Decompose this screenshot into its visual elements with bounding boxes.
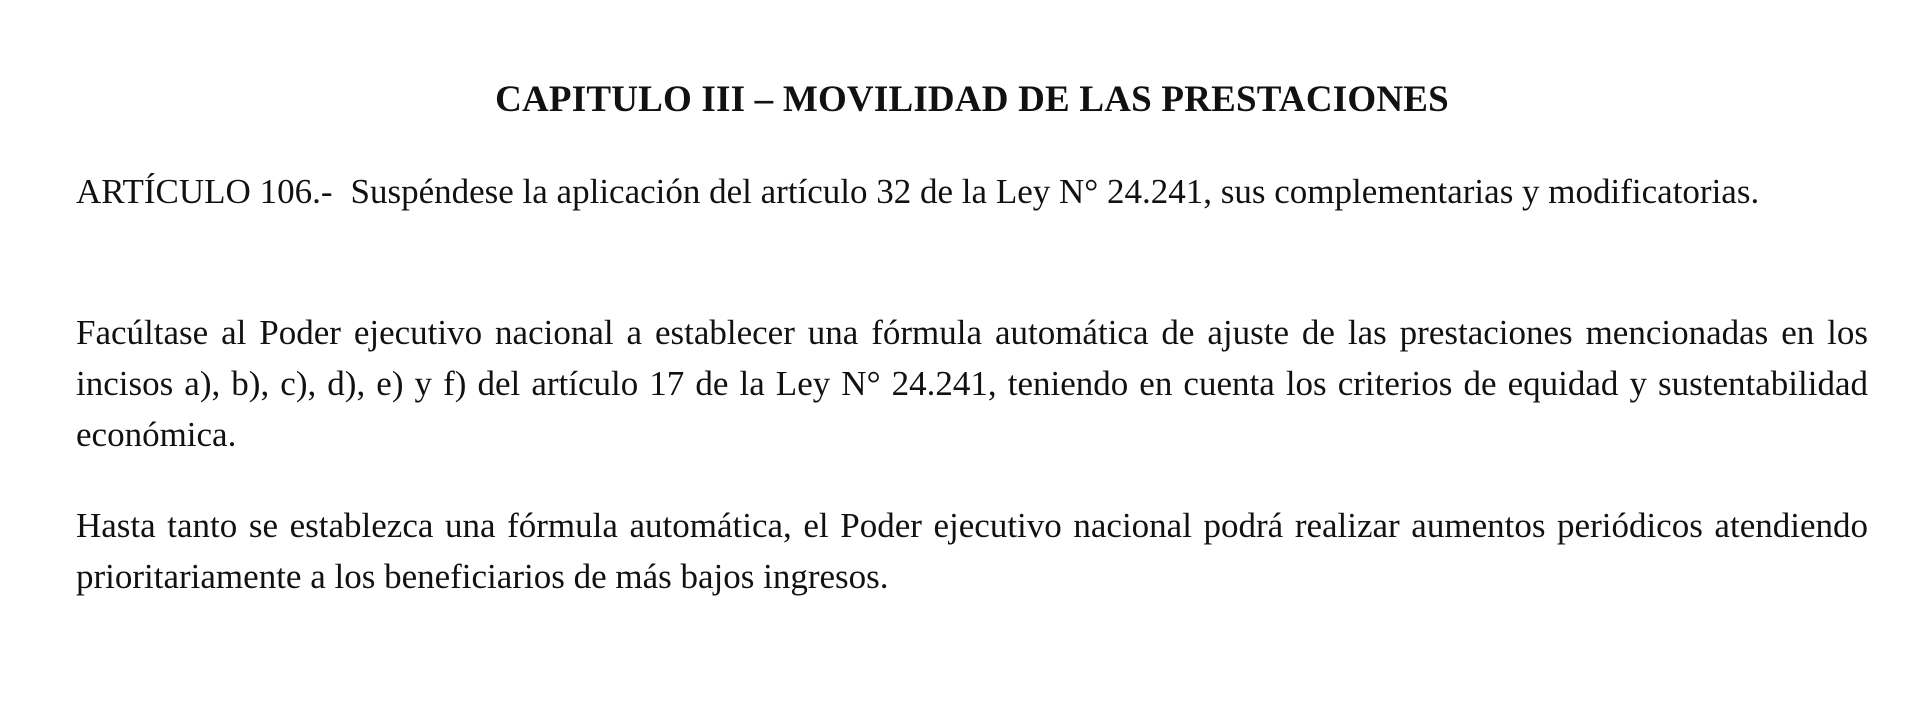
chapter-title: CAPITULO III – MOVILIDAD DE LAS PRESTACIONES [495,79,1449,120]
article-label: ARTÍCULO 106.- [76,172,333,211]
article-paragraph [76,166,1868,217]
paragraph-formula-authorization: Facúltase al Poder ejecutivo nacional a establecer una fórmula automática de ajuste de las prestaciones mencionadas en los incisos a), b), c), d), e) y f) del artículo 17 de la Ley N° 24.241, teniendo en cuenta los criterios de equidad y sustentabilidad económica. [76,313,1868,454]
article-text: Suspéndese la aplicación del artículo 32 de la Ley N° 24.241, sus complementarias y modificatorias. [350,172,1760,211]
paragraph-periodic-increases: Hasta tanto se establezca una fórmula automática, el Poder ejecutivo nacional podrá realizar aumentos periódicos atendiendo prioritariamente a los beneficiarios de más bajos ingresos. [76,506,1868,596]
